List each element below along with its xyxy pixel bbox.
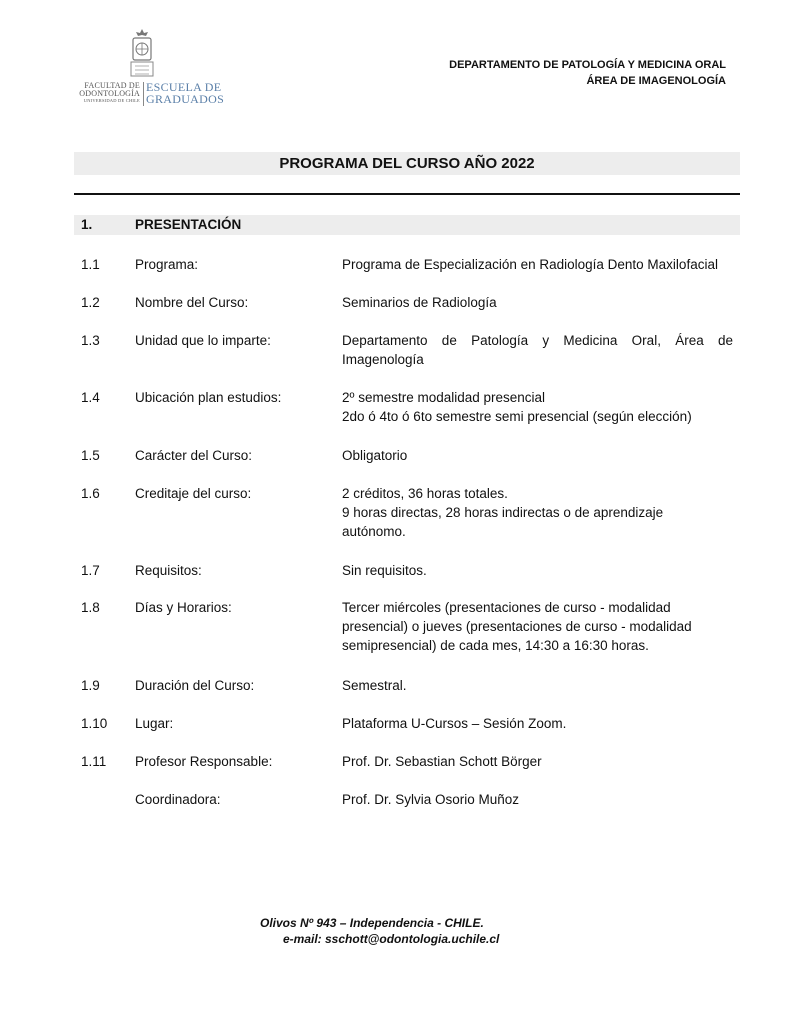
row-label: Lugar: <box>135 716 174 731</box>
row-number: 1.2 <box>81 295 100 310</box>
row-value: 2 créditos, 36 horas totales. 9 horas directas, 28 horas indirectas o de aprendizaje autónomo. <box>342 486 664 539</box>
row-number: 1.4 <box>81 390 100 405</box>
row-label: Profesor Responsable: <box>135 754 273 769</box>
row-label: Unidad que lo imparte: <box>135 333 271 348</box>
row-label: Requisitos: <box>135 563 202 578</box>
area-name: ÁREA DE IMAGENOLOGÍA <box>586 75 726 87</box>
school-name <box>146 81 224 105</box>
row-value: Prof. Dr. Sebastian Schott Börger <box>342 754 542 769</box>
school-line-1: ESCUELA DE <box>146 80 222 94</box>
row-value: Prof. Dr. Sylvia Osorio Muñoz <box>342 792 520 807</box>
section-header <box>74 215 740 235</box>
row-label: Nombre del Curso: <box>135 295 249 310</box>
department-name: DEPARTAMENTO DE PATOLOGÍA Y MEDICINA ORAL <box>449 59 726 71</box>
row-value: Plataforma U-Cursos – Sesión Zoom. <box>342 716 567 731</box>
row-number: 1.7 <box>81 563 100 578</box>
row-number: 1.8 <box>81 600 100 615</box>
faculty-line-2: ODONTOLOGÍA <box>79 89 140 98</box>
section-label: PRESENTACIÓN <box>135 217 242 232</box>
document-title: PROGRAMA DEL CURSO AÑO 2022 <box>74 152 740 175</box>
row-value: Obligatorio <box>342 448 408 463</box>
row-label: Carácter del Curso: <box>135 448 253 463</box>
university-crest-icon <box>128 28 156 78</box>
row-number: 1.3 <box>81 333 100 348</box>
title-rule <box>74 193 740 195</box>
row-value: Tercer miércoles (presentaciones de curso - modalidad presencial) o jueves (presentaciones de curso - modalidad semipresencial) de cada mes, 14:30 a 16:30 horas. <box>342 600 692 653</box>
row-number: 1.6 <box>81 486 100 501</box>
faculty-name <box>76 82 140 104</box>
logo-divider <box>143 82 144 106</box>
row-number: 1.11 <box>81 754 107 769</box>
department-header <box>449 57 726 89</box>
row-label: Creditaje del curso: <box>135 486 252 501</box>
faculty-line-1: FACULTAD DE <box>84 81 140 90</box>
row-number: 1.5 <box>81 448 100 463</box>
row-number: 1.10 <box>81 716 108 731</box>
footer-email: e-mail: sschott@odontologia.uchile.cl <box>283 932 500 946</box>
row-value: Sin requisitos. <box>342 563 427 578</box>
row-label: Duración del Curso: <box>135 678 255 693</box>
row-number: 1.1 <box>81 257 100 272</box>
row-value: 2º semestre modalidad presencial 2do ó 4to ó 6to semestre semi presencial (según elección) <box>342 390 692 424</box>
footer-address: Olivos Nº 943 – Independencia - CHILE. <box>260 916 484 930</box>
row-value: Seminarios de Radiología <box>342 295 497 310</box>
row-label: Ubicación plan estudios: <box>135 390 282 405</box>
faculty-logo <box>76 28 226 108</box>
section-number: 1. <box>81 217 93 232</box>
row-value: Semestral. <box>342 678 407 693</box>
row-value: Departamento de Patología y Medicina Oral, Área de Imagenología <box>342 333 733 367</box>
faculty-line-3: UNIVERSIDAD DE CHILE <box>83 98 140 103</box>
row-number: 1.9 <box>81 678 100 693</box>
row-value: Programa de Especialización en Radiología Dento Maxilofacial <box>342 257 718 272</box>
row-label: Coordinadora: <box>135 792 221 807</box>
row-label: Días y Horarios: <box>135 600 232 615</box>
row-label: Programa: <box>135 257 199 272</box>
school-line-2: GRADUADOS <box>146 92 225 106</box>
